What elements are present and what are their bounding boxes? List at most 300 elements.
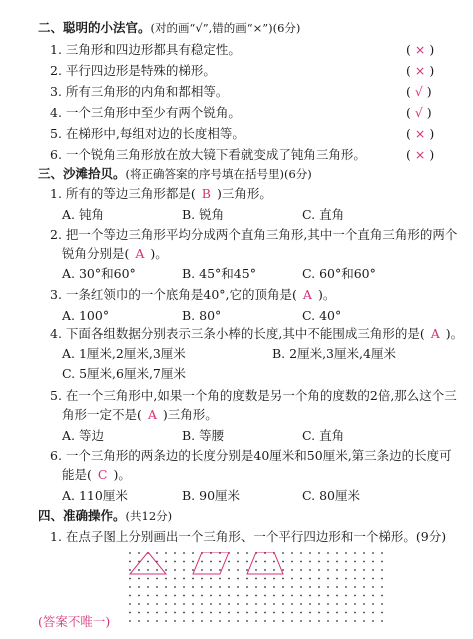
grid-dot: [345, 561, 347, 563]
grid-dot: [228, 561, 230, 563]
grid-dot: [228, 595, 230, 597]
grid-dot: [354, 620, 356, 622]
grid-dot: [345, 620, 347, 622]
grid-dot: [318, 603, 320, 605]
grid-dot: [363, 620, 365, 622]
grid-dot: [327, 569, 329, 571]
option-b: B. 80°: [182, 308, 222, 323]
grid-dot: [318, 561, 320, 563]
grid-dot: [300, 612, 302, 614]
grid-dot: [156, 612, 158, 614]
grid-dot: [201, 586, 203, 588]
option-c: C. 直角: [302, 428, 345, 443]
grid-dot: [138, 620, 140, 622]
grid-dot: [165, 552, 167, 554]
grid-dot: [309, 578, 311, 580]
grid-dot: [246, 620, 248, 622]
grid-dot: [300, 578, 302, 580]
grid-dot: [354, 586, 356, 588]
s3-q5-line2: 角形一定不是( A )三角形。: [62, 407, 218, 422]
grid-dot: [309, 595, 311, 597]
grid-dot: [228, 569, 230, 571]
grid-dot: [345, 578, 347, 580]
grid-dot: [147, 586, 149, 588]
grid-dot: [237, 561, 239, 563]
grid-dot: [201, 561, 203, 563]
s3-q4: 4. 下面各组数据分别表示三条小棒的长度,其中不能围成三角形的是( A )。: [50, 326, 464, 341]
grid-dot: [255, 595, 257, 597]
grid-dot: [129, 569, 131, 571]
section4-note: (共12分): [125, 509, 173, 523]
option-b: B. 2厘米,3厘米,4厘米: [272, 346, 396, 361]
grid-dot: [300, 552, 302, 554]
grid-dot: [201, 603, 203, 605]
grid-dot: [255, 561, 257, 563]
grid-dot: [336, 561, 338, 563]
grid-dot: [246, 569, 248, 571]
grid-dot: [354, 552, 356, 554]
grid-dot: [372, 569, 374, 571]
grid-dot: [210, 620, 212, 622]
dot-grid: [125, 552, 385, 626]
grid-dot: [237, 578, 239, 580]
option-a: A. 100°: [62, 308, 110, 323]
grid-dot: [210, 578, 212, 580]
s2-item-3: 3. 所有三角形的内角和都相等。: [50, 84, 229, 99]
grid-dot: [381, 620, 383, 622]
grid-dot: [192, 586, 194, 588]
answer-note: (答案不唯一): [38, 614, 111, 629]
grid-dot: [282, 620, 284, 622]
grid-dot: [228, 612, 230, 614]
grid-dot: [309, 603, 311, 605]
option-c: C. 40°: [302, 308, 342, 323]
s3-q2-answer: A: [135, 246, 145, 261]
grid-dot: [363, 552, 365, 554]
grid-dot: [264, 603, 266, 605]
grid-dot: [147, 620, 149, 622]
option-c: C. 60°和60°: [302, 266, 376, 281]
grid-dot: [291, 595, 293, 597]
grid-dot: [192, 561, 194, 563]
grid-dot: [156, 552, 158, 554]
option-b: B. 锐角: [182, 207, 225, 222]
grid-dot: [363, 586, 365, 588]
grid-dot: [246, 561, 248, 563]
grid-dot: [282, 578, 284, 580]
option-c: C. 5厘米,6厘米,7厘米: [62, 366, 186, 381]
grid-dot: [264, 569, 266, 571]
grid-dot: [219, 612, 221, 614]
s2-item-1: 1. 三角形和四边形都具有稳定性。: [50, 42, 241, 57]
grid-dot: [363, 603, 365, 605]
grid-dot: [255, 578, 257, 580]
grid-dot: [255, 612, 257, 614]
grid-dot: [165, 561, 167, 563]
grid-dot: [210, 561, 212, 563]
section3-note: (将正确答案的序号填在括号里)(6分): [125, 167, 312, 181]
grid-dot: [354, 595, 356, 597]
grid-dot: [264, 620, 266, 622]
grid-dot: [372, 552, 374, 554]
grid-dot: [309, 561, 311, 563]
grid-dot: [183, 578, 185, 580]
grid-dot: [309, 620, 311, 622]
grid-dot: [174, 552, 176, 554]
option-b: B. 45°和45°: [182, 266, 256, 281]
grid-dot: [381, 586, 383, 588]
grid-dot: [327, 612, 329, 614]
grid-dot: [381, 561, 383, 563]
grid-dot: [201, 595, 203, 597]
s2-item-5: 5. 在梯形中,每组对边的长度相等。: [50, 126, 245, 141]
grid-dot: [291, 561, 293, 563]
grid-dot: [309, 586, 311, 588]
grid-dot: [255, 586, 257, 588]
grid-dot: [183, 595, 185, 597]
grid-dot: [201, 569, 203, 571]
grid-dot: [129, 561, 131, 563]
grid-dot: [300, 595, 302, 597]
grid-dot: [219, 569, 221, 571]
grid-dot: [336, 595, 338, 597]
grid-dot: [336, 603, 338, 605]
section4-heading: [38, 508, 172, 524]
section2-title: 二、聪明的小法官。: [38, 20, 151, 35]
grid-dot: [318, 586, 320, 588]
grid-dot: [354, 603, 356, 605]
grid-dot: [147, 561, 149, 563]
grid-dot: [372, 612, 374, 614]
grid-dot: [147, 569, 149, 571]
s2-answer-6: ( × ): [406, 147, 435, 162]
grid-dot: [327, 620, 329, 622]
grid-dot: [201, 612, 203, 614]
grid-dot: [372, 603, 374, 605]
grid-dot: [129, 586, 131, 588]
grid-dot: [291, 603, 293, 605]
s2-answer-2: ( × ): [406, 63, 435, 78]
grid-dot: [246, 595, 248, 597]
grid-dot: [165, 595, 167, 597]
grid-dot: [372, 620, 374, 622]
grid-dot: [354, 569, 356, 571]
grid-dot: [165, 578, 167, 580]
grid-dot: [138, 578, 140, 580]
grid-dot: [273, 603, 275, 605]
grid-dot: [210, 569, 212, 571]
grid-dot: [264, 612, 266, 614]
grid-dot: [228, 620, 230, 622]
grid-dot: [309, 612, 311, 614]
grid-dot: [192, 595, 194, 597]
grid-dot: [201, 620, 203, 622]
grid-dot: [327, 586, 329, 588]
grid-dot: [192, 620, 194, 622]
grid-dot: [192, 578, 194, 580]
grid-dot: [156, 569, 158, 571]
grid-dot: [363, 578, 365, 580]
grid-dot: [372, 561, 374, 563]
grid-dot: [363, 569, 365, 571]
grid-dot: [336, 569, 338, 571]
grid-dot: [219, 603, 221, 605]
grid-dot: [336, 612, 338, 614]
s3-q1: 1. 所有的等边三角形都是( B )三角形。: [50, 186, 272, 201]
grid-dot: [246, 552, 248, 554]
grid-dot: [318, 569, 320, 571]
grid-dot: [282, 612, 284, 614]
option-a: A. 30°和60°: [62, 266, 136, 281]
s4-q1: 1. 在点子图上分别画出一个三角形、一个平行四边形和一个梯形。(9分): [50, 529, 447, 544]
section3-heading: [38, 166, 312, 182]
grid-dot: [138, 552, 140, 554]
grid-dot: [129, 578, 131, 580]
grid-dot: [246, 612, 248, 614]
option-a: A. 110厘米: [62, 488, 128, 503]
grid-dot: [381, 595, 383, 597]
grid-dot: [381, 603, 383, 605]
grid-dot: [318, 612, 320, 614]
grid-dot: [282, 595, 284, 597]
grid-dot: [291, 569, 293, 571]
grid-dot: [381, 569, 383, 571]
s3-q2-line1: 2. 把一个等边三角形平均分成两个直角三角形,其中一个直角三角形的两个: [50, 227, 458, 242]
grid-dot: [219, 561, 221, 563]
grid-dot: [174, 620, 176, 622]
grid-dot: [228, 603, 230, 605]
option-c: C. 80厘米: [302, 488, 360, 503]
grid-dot: [273, 595, 275, 597]
grid-dot: [273, 569, 275, 571]
grid-dot: [246, 603, 248, 605]
grid-dot: [192, 612, 194, 614]
grid-dot: [165, 586, 167, 588]
grid-dot: [282, 569, 284, 571]
option-a: A. 等边: [62, 428, 104, 443]
grid-dot: [147, 595, 149, 597]
grid-dot: [291, 620, 293, 622]
grid-dot: [192, 603, 194, 605]
grid-dot: [300, 569, 302, 571]
grid-dot: [183, 569, 185, 571]
grid-dot: [192, 569, 194, 571]
grid-dot: [336, 586, 338, 588]
grid-dot: [138, 603, 140, 605]
s2-item-4: 4. 一个三角形中至少有两个锐角。: [50, 105, 241, 120]
option-b: B. 等腰: [182, 428, 225, 443]
grid-dot: [273, 561, 275, 563]
grid-dot: [327, 595, 329, 597]
s3-q6-line2: 能是( C )。: [62, 467, 131, 482]
grid-dot: [129, 595, 131, 597]
grid-dot: [300, 561, 302, 563]
grid-dot: [165, 569, 167, 571]
grid-dot: [345, 595, 347, 597]
grid-dot: [237, 552, 239, 554]
grid-dot: [174, 561, 176, 563]
grid-dot: [156, 595, 158, 597]
grid-dot: [354, 612, 356, 614]
grid-dot: [183, 612, 185, 614]
grid-dot: [246, 586, 248, 588]
grid-dot: [327, 603, 329, 605]
grid-dot: [210, 603, 212, 605]
grid-dot: [174, 569, 176, 571]
grid-dot: [147, 612, 149, 614]
grid-dot: [318, 595, 320, 597]
grid-dot: [264, 586, 266, 588]
grid-dot: [381, 578, 383, 580]
grid-dot: [354, 578, 356, 580]
grid-dot: [282, 603, 284, 605]
grid-dot: [183, 603, 185, 605]
grid-dot: [156, 620, 158, 622]
grid-dot: [327, 552, 329, 554]
s3-q6-line1: 6. 一个三角形的两条边的长度分别是40厘米和50厘米,第三条边的长度可: [50, 448, 452, 463]
grid-dot: [309, 552, 311, 554]
grid-dot: [165, 603, 167, 605]
s3-q5-line1: 5. 在一个三角形中,如果一个角的度数是另一个角的度数的2倍,那么这个三: [50, 388, 457, 403]
grid-dot: [273, 578, 275, 580]
s2-item-6: 6. 一个锐角三角形放在放大镜下看就变成了钝角三角形。: [50, 147, 366, 162]
grid-dot: [264, 595, 266, 597]
grid-dot: [318, 552, 320, 554]
grid-dot: [237, 620, 239, 622]
grid-dot: [309, 569, 311, 571]
grid-dot: [219, 620, 221, 622]
section2-note: (对的画“√”,错的画“×”)(6分): [150, 21, 301, 35]
grid-dot: [138, 586, 140, 588]
grid-dot: [264, 578, 266, 580]
grid-dot: [345, 552, 347, 554]
grid-dot: [264, 561, 266, 563]
grid-dot: [237, 612, 239, 614]
grid-dot: [174, 612, 176, 614]
grid-dot: [336, 552, 338, 554]
grid-dot: [228, 578, 230, 580]
grid-dot: [174, 595, 176, 597]
grid-dot: [210, 612, 212, 614]
grid-dot: [129, 552, 131, 554]
grid-dot: [345, 603, 347, 605]
section3-title: 三、沙滩拾贝。: [38, 166, 126, 181]
grid-dot: [237, 595, 239, 597]
grid-dot: [354, 561, 356, 563]
grid-dot: [282, 552, 284, 554]
s2-answer-3: ( √ ): [406, 84, 432, 99]
grid-dot: [273, 612, 275, 614]
grid-dot: [336, 620, 338, 622]
grid-dot: [255, 620, 257, 622]
grid-dot: [363, 561, 365, 563]
s3-q3-answer: A: [302, 287, 312, 302]
grid-dot: [372, 586, 374, 588]
s3-q6-answer: C: [97, 467, 108, 482]
grid-dot: [210, 595, 212, 597]
grid-dot: [381, 612, 383, 614]
grid-dot: [282, 561, 284, 563]
grid-dot: [318, 620, 320, 622]
grid-dot: [291, 578, 293, 580]
grid-dot: [255, 569, 257, 571]
grid-dot: [156, 586, 158, 588]
grid-dot: [291, 586, 293, 588]
grid-dot: [156, 578, 158, 580]
grid-dot: [201, 578, 203, 580]
grid-dot: [183, 586, 185, 588]
s3-q1-answer: B: [201, 186, 211, 201]
section4-title: 四、准确操作。: [38, 508, 126, 523]
section2-heading: [38, 20, 300, 36]
grid-dot: [282, 586, 284, 588]
grid-dots: [129, 552, 383, 622]
option-c: C. 直角: [302, 207, 345, 222]
grid-dot: [138, 569, 140, 571]
grid-dot: [300, 586, 302, 588]
grid-dot: [363, 595, 365, 597]
s2-item-2: 2. 平行四边形是特殊的梯形。: [50, 63, 216, 78]
grid-dot: [255, 603, 257, 605]
s3-q5-answer: A: [147, 407, 157, 422]
s2-answer-5: ( × ): [406, 126, 435, 141]
grid-dot: [192, 552, 194, 554]
option-b: B. 90厘米: [182, 488, 241, 503]
grid-dot: [372, 595, 374, 597]
grid-dot: [183, 620, 185, 622]
grid-dot: [327, 578, 329, 580]
s3-q2-line2: 锐角分别是( A )。: [62, 246, 168, 261]
grid-dot: [300, 620, 302, 622]
grid-dot: [165, 620, 167, 622]
grid-dot: [372, 578, 374, 580]
grid-dot: [147, 603, 149, 605]
option-a: A. 钝角: [62, 207, 104, 222]
grid-dot: [381, 552, 383, 554]
grid-dot: [237, 586, 239, 588]
grid-dot: [336, 578, 338, 580]
grid-dot: [327, 561, 329, 563]
grid-dot: [219, 595, 221, 597]
grid-dot: [129, 603, 131, 605]
grid-dot: [174, 586, 176, 588]
grid-dot: [210, 586, 212, 588]
s2-answer-1: ( × ): [406, 42, 435, 57]
option-a: A. 1厘米,2厘米,3厘米: [62, 346, 186, 361]
grid-dot: [273, 620, 275, 622]
grid-dot: [174, 578, 176, 580]
grid-dot: [219, 586, 221, 588]
grid-dot: [147, 578, 149, 580]
grid-dot: [291, 612, 293, 614]
grid-dot: [165, 612, 167, 614]
grid-dot: [228, 586, 230, 588]
grid-dot: [138, 612, 140, 614]
grid-dot: [174, 603, 176, 605]
grid-dot: [246, 578, 248, 580]
grid-dot: [129, 620, 131, 622]
s2-answer-4: ( √ ): [406, 105, 432, 120]
grid-dot: [345, 586, 347, 588]
grid-dot: [300, 603, 302, 605]
grid-dot: [156, 603, 158, 605]
grid-dot: [273, 586, 275, 588]
s3-q4-answer: A: [430, 326, 440, 341]
grid-dot: [138, 595, 140, 597]
grid-dot: [183, 561, 185, 563]
grid-dot: [318, 578, 320, 580]
grid-dot: [345, 569, 347, 571]
